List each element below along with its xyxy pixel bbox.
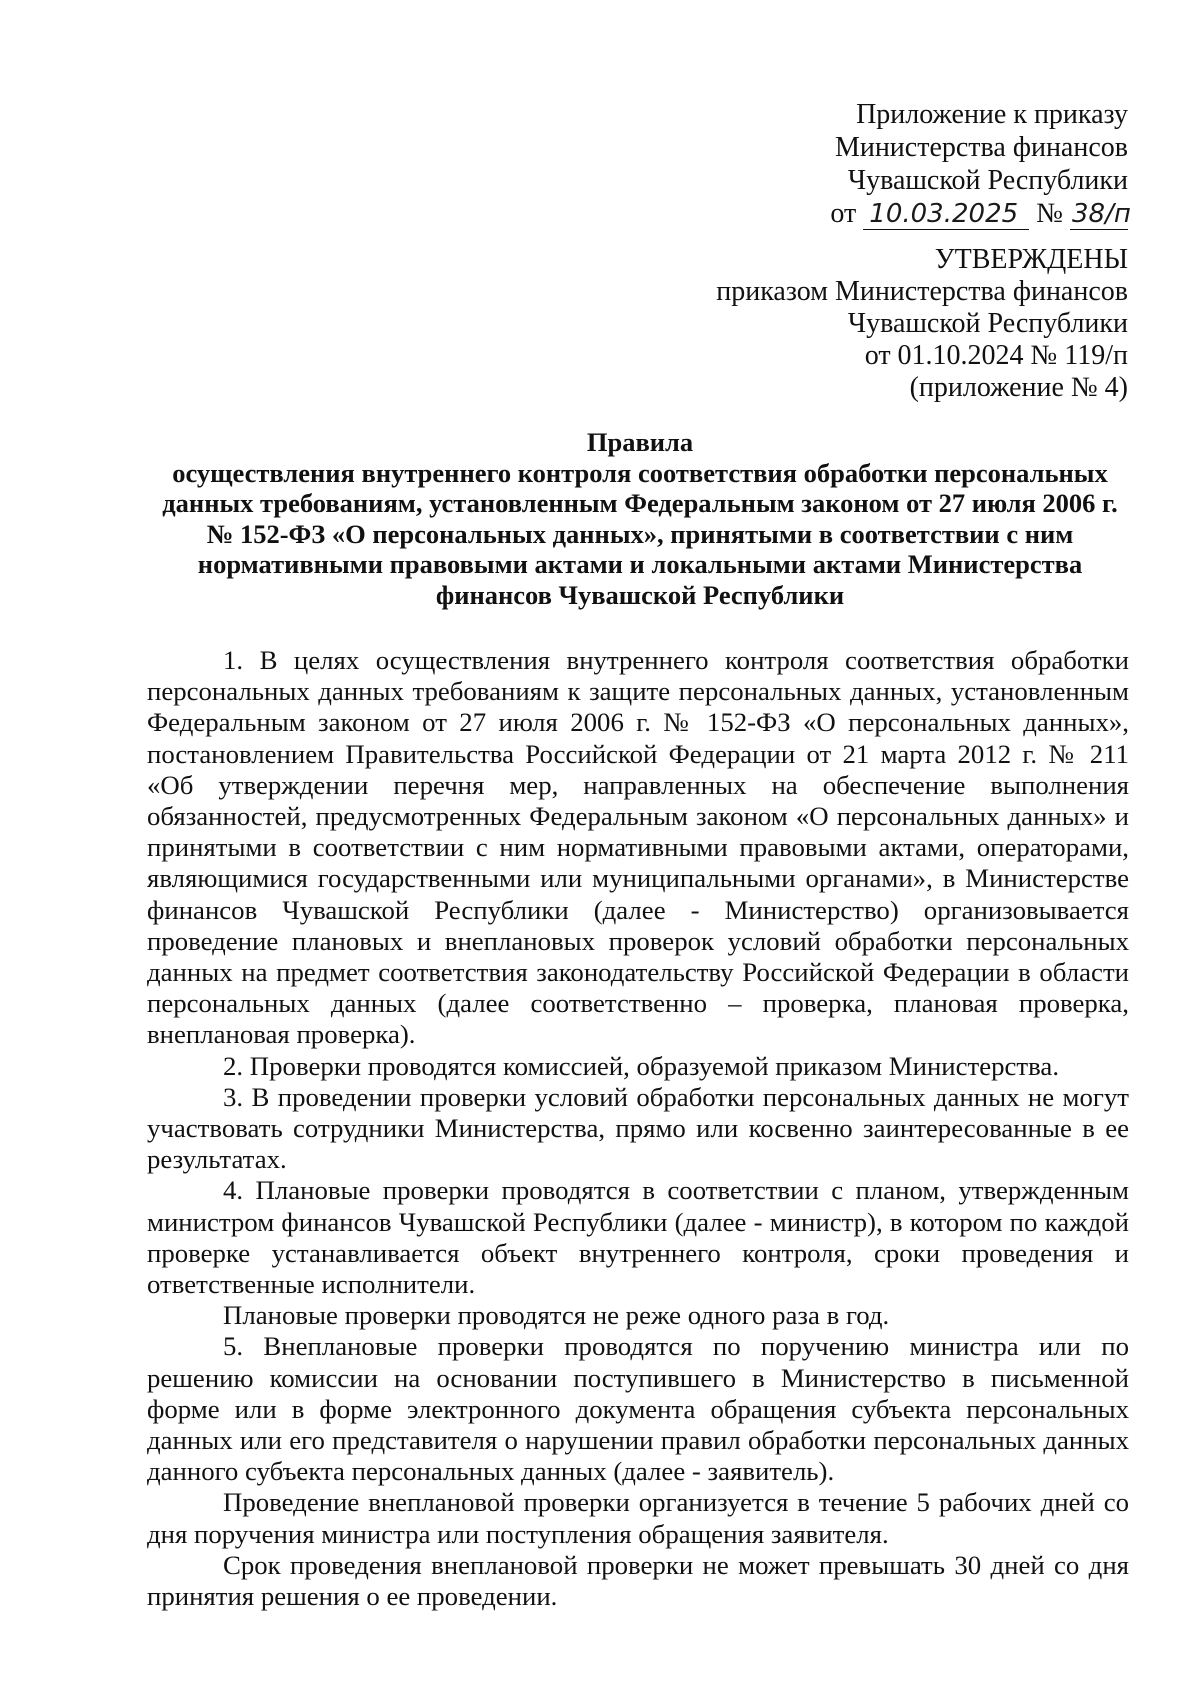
annex-reference	[830, 98, 1131, 230]
document-title	[120, 427, 1160, 610]
approval-line: приказом Министерства финансов	[716, 276, 1128, 307]
paragraph-4: 4. Плановые проверки проводятся в соответствии с планом, утвержденным министром финансов Чувашской Республики (далее - министр), в котором по каждой проверке устанавливается объект внутреннего контроля, сроки проведения и ответственные исполнители.	[147, 1175, 1129, 1300]
title-heading: Правила	[586, 427, 694, 457]
paragraph-4-note: Плановые проверки проводятся не реже одного раза в год.	[223, 1300, 890, 1331]
annex-line: Чувашской Республики	[847, 165, 1128, 196]
handwritten-number: 38/п	[1072, 199, 1131, 229]
handwritten-date: 10.03.2025	[863, 199, 1029, 230]
approval-line: от 01.10.2024 № 119/п	[864, 340, 1128, 371]
annex-line: Министерства финансов	[834, 132, 1128, 163]
document-body	[147, 645, 1129, 1612]
paragraph-5: 5. Внеплановые проверки проводятся по поручению министра или по решению комиссии на основании поступившего в Министерство в письменной форме или в форме электронного документа обращения субъекта персональных данных или его представителя о нарушении правил обработки персональных данных данного субъекта персональных данных (далее - заявитель).	[147, 1331, 1129, 1487]
annex-line: Приложение к приказу	[856, 99, 1128, 130]
approval-line: Чувашской Республики	[847, 308, 1128, 339]
number-prefix: №	[1036, 198, 1063, 229]
date-prefix: от	[830, 198, 857, 229]
title-line: осуществления внутреннего контроля соответствия обработки персональных	[172, 457, 1108, 488]
title-line: данных требованиям, установленным Федеральным законом от 27 июля 2006 г.	[162, 488, 1118, 518]
title-line: нормативными правовыми актами и локальными актами Министерства	[197, 549, 1083, 579]
approval-heading: УТВЕРЖДЕНЫ	[934, 244, 1128, 275]
paragraph-5-note-2: Срок проведения внеплановой проверки не может превышать 30 дней со дня принятия решения о ее проведении.	[147, 1549, 1129, 1612]
paragraph-5-note-1: Проведение внеплановой проверки организуется в течение 5 рабочих дней со дня поручения министра или поступления обращения заявителя.	[147, 1487, 1129, 1549]
title-line: № 152-ФЗ «О персональных данных», принятыми в соответствии с ним	[206, 518, 1074, 549]
paragraph-3: 3. В проведении проверки условий обработки персональных данных не могут участвовать сотрудники Министерства, прямо или косвенно заинтересованные в ее результатах.	[147, 1081, 1129, 1175]
annex-date-line	[830, 197, 1131, 230]
approval-block	[716, 244, 1128, 404]
paragraph-1: 1. В целях осуществления внутреннего контроля соответствия обработки персональных данных требованиям к защите персональных данных, установленным Федеральным законом от 27 июля 2006 г. № 152-ФЗ «О персональных данных», постановлением Правительства Российской Федерации от 21 марта 2012 г. № 211 «Об утверждении перечня мер, направленных на обеспечение выполнения обязанностей, предусмотренных Федеральным законом «О персональных данных» и принятыми в соответствии с ним нормативными правовыми актами, операторами, являющимися государственными или муниципальными органами», в Министерстве финансов Чувашской Республики (далее - Министерство) организовывается проведение плановых и внеплановых проверок условий обработки персональных данных на предмет соответствия законодательству Российской Федерации в области персональных данных (далее соответственно – проверка, плановая проверка, внеплановая проверка).	[147, 645, 1129, 1050]
title-line: финансов Чувашской Республики	[435, 579, 845, 610]
approval-line: (приложение № 4)	[909, 372, 1128, 403]
paragraph-2: 2. Проверки проводятся комиссией, образуемой приказом Министерства.	[223, 1050, 1060, 1081]
